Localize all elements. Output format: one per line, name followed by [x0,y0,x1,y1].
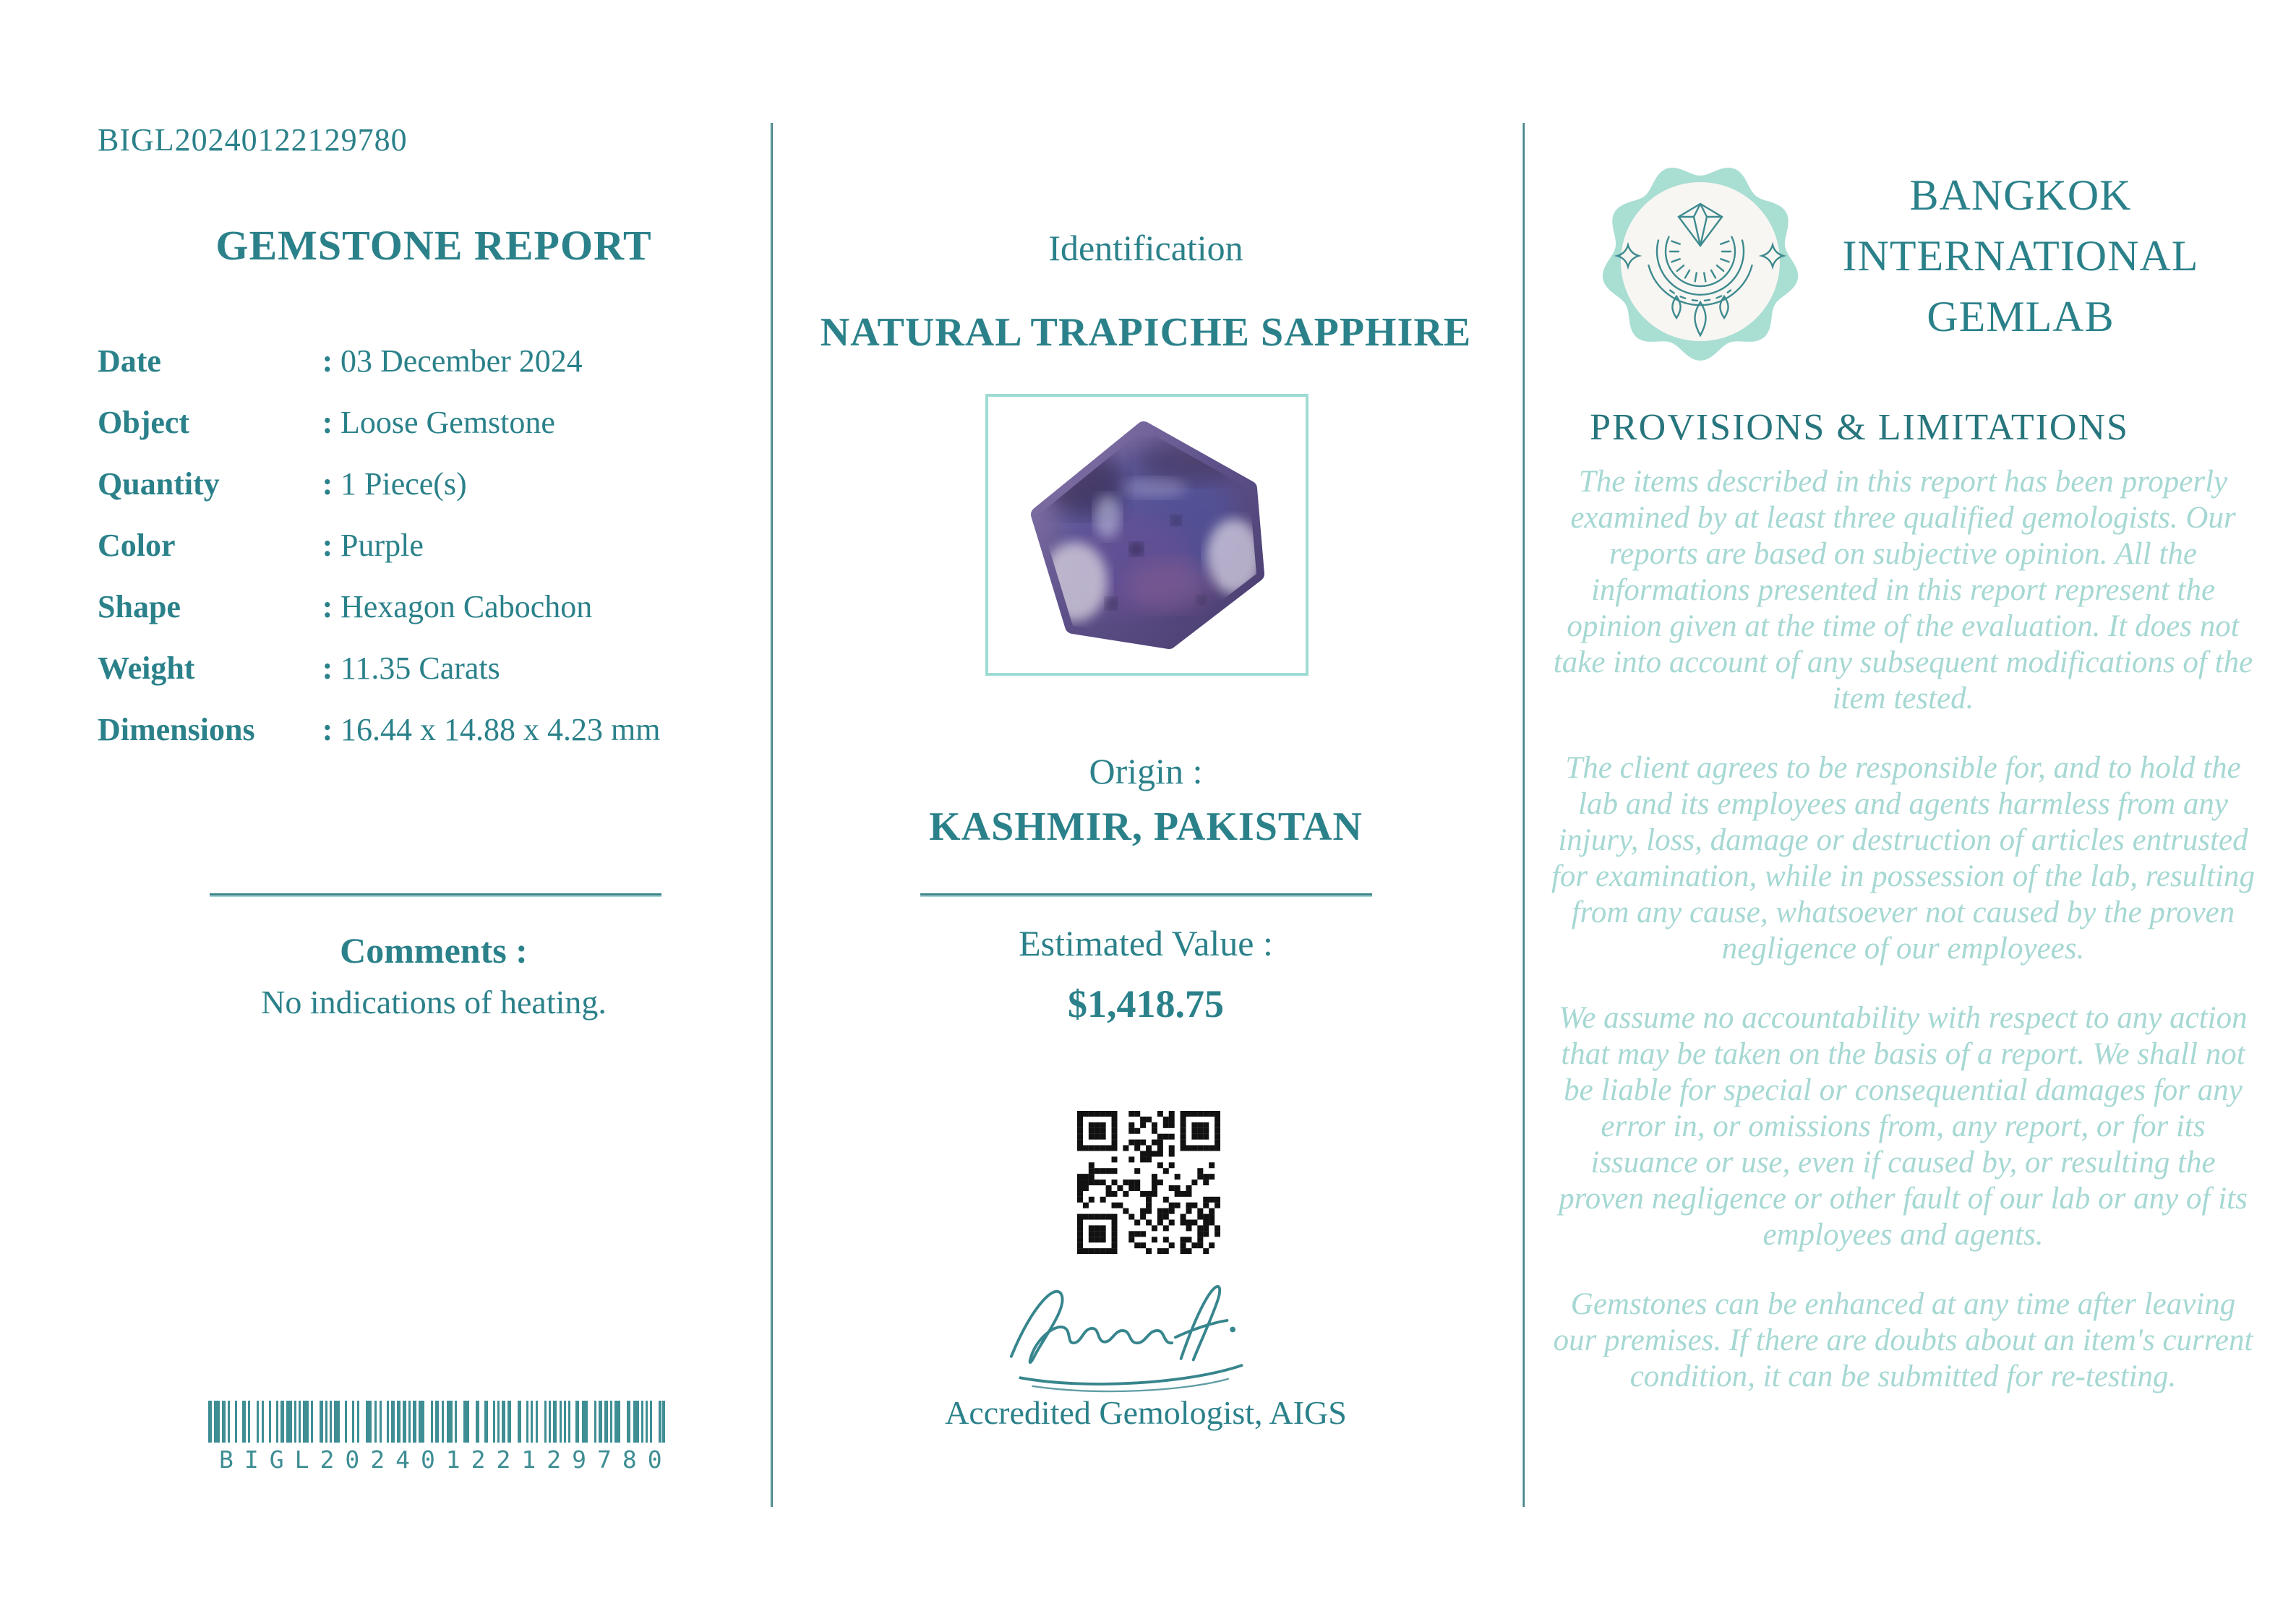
origin-value: KASHMIR, PAKISTAN [929,804,1363,849]
comments-text: No indications of heating. [261,984,607,1021]
details-table [98,343,748,748]
provisions-paragraph: The items described in this report has been properly examined by at least three qualified gemologists. Our reports are based on subjective opinion. All the informations presented in this report represent the opinion given at the time of the evaluation. It does not take into account of any subsequent modifications of the item tested. [1553,465,2253,716]
identification-label: Identification [1048,228,1243,268]
column-divider-left [770,123,773,1507]
signature-underline [1032,1379,1228,1391]
detail-value: 11.35 Carats [340,650,500,686]
detail-value: Hexagon Cabochon [340,589,593,624]
barcode-bars [208,1401,665,1443]
detail-label: Color [98,528,176,563]
detail-separator: : [322,589,333,624]
detail-value: Loose Gemstone [340,405,555,440]
detail-value: 16.44 x 14.88 x 4.23 mm [340,712,661,747]
signature-stroke [1175,1286,1228,1359]
detail-separator: : [322,650,333,686]
provisions-paragraph: We assume no accountability with respect to any action that may be taken on the basis of a report. We shall not be liable for special or consequential damages for any error in, or omissions from, any report, or for its issuance or use, even if caused by, or resulting the proven negligence or other fault of our lab or any of its employees and agents. [1559,1001,2248,1252]
comments-divider [210,893,661,897]
origin-label: Origin : [1089,751,1203,791]
detail-label: Date [98,343,161,379]
detail-separator: : [322,528,333,563]
signature-stroke [1011,1292,1172,1362]
detail-value: 03 December 2024 [340,343,583,379]
qr-code [1077,1111,1220,1254]
detail-label: Shape [98,589,181,624]
estimated-value-label: Estimated Value : [1019,923,1273,963]
lab-name-line: BANGKOK [1909,171,2132,219]
detail-separator: : [322,405,333,440]
barcode [208,1401,673,1474]
lab-seal-icon [1598,159,1803,364]
page-title: GEMSTONE REPORT [215,222,652,269]
detail-label: Dimensions [98,712,255,747]
detail-value: 1 Piece(s) [340,466,467,502]
provisions-title: PROVISIONS & LIMITATIONS [1590,407,2129,448]
estimated-value: $1,418.75 [1068,982,1224,1026]
column-divider-right [1522,123,1525,1507]
lab-name-line: GEMLAB [1927,293,2115,340]
signature-underline [1020,1365,1241,1384]
provisions-body [1551,464,2256,1428]
detail-label: Quantity [98,466,220,502]
provisions-paragraph: The client agrees to be responsible for, and to hold the lab and its employees and agents harmless from any injury, loss, damage or destruction of articles entrusted for examination, while in possession of the lab, resulting from any cause, whatsoever not caused by the proven negligence of our employees. [1551,751,2256,966]
detail-label: Weight [98,650,195,686]
signature-dot [1230,1327,1235,1333]
value-divider [920,893,1372,897]
report-number: BIGL20240122129780 [98,122,408,158]
detail-separator: : [322,466,333,502]
detail-value: Purple [340,528,424,563]
detail-label: Object [98,405,190,440]
detail-separator: : [322,343,333,379]
lab-name [1816,165,2225,347]
gemologist-title: Accredited Gemologist, AIGS [945,1394,1347,1431]
gem-name: NATURAL TRAPICHE SAPPHIRE [820,310,1472,355]
comments-label: Comments : [340,930,528,971]
barcode-text: BIGL20240122129780 [219,1445,673,1474]
signature-autograph [1003,1271,1251,1401]
gem-photo-frame [985,394,1308,676]
gemstone-photo [1021,419,1274,650]
detail-separator: : [322,712,333,747]
lab-name-line: INTERNATIONAL [1842,232,2199,280]
provisions-paragraph: Gemstones can be enhanced at any time after leaving our premises. If there are doubts about an item's current condition, it can be submitted for re-testing. [1553,1287,2253,1393]
